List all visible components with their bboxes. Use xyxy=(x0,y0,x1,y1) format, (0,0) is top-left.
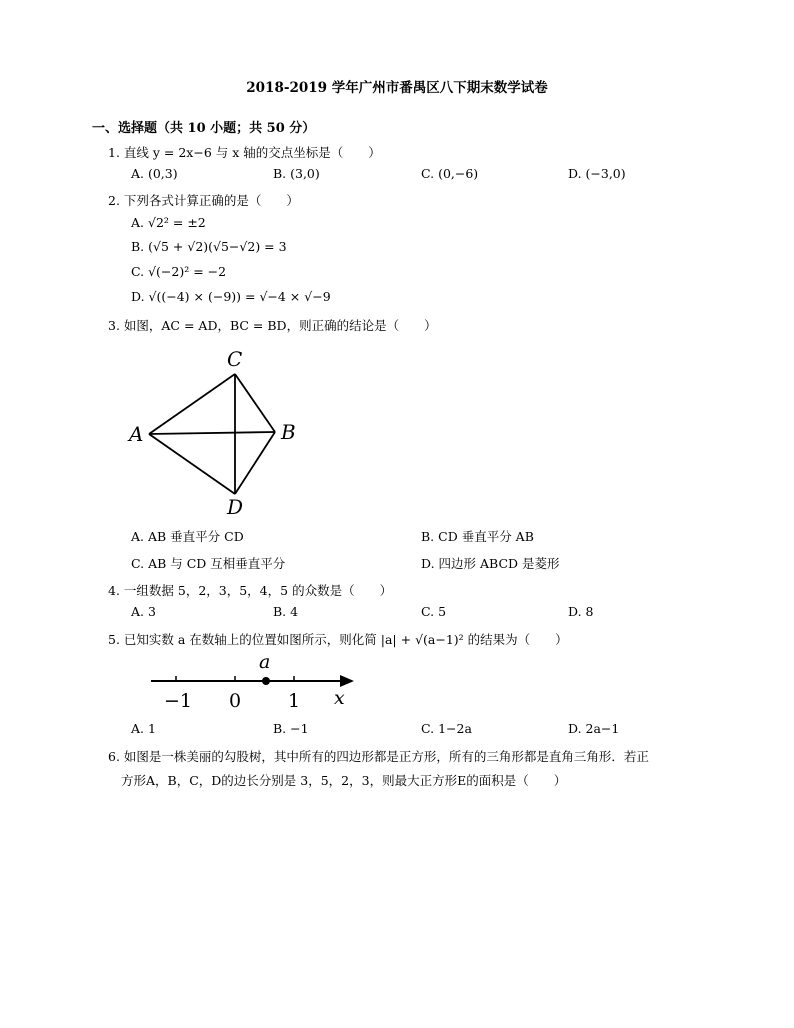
vertex-label-a: A xyxy=(129,422,144,446)
question-5-option-a[interactable]: A. 1 xyxy=(131,721,156,736)
question-4-option-c[interactable]: C. 5 xyxy=(421,604,447,619)
question-2-option-a[interactable]: A. √2² = ±2 xyxy=(131,215,206,230)
question-2-stem: 2. 下列各式计算正确的是（ ） xyxy=(108,193,299,208)
question-4-option-a[interactable]: A. 3 xyxy=(131,604,156,619)
number-line-arrow xyxy=(340,675,354,687)
question-1-option-b[interactable]: B. (3,0) xyxy=(273,166,320,181)
kite-figure xyxy=(125,342,315,517)
question-4-stem: 4. 一组数据 5，2，3，5，4，5 的众数是（ ） xyxy=(108,583,393,598)
question-2-option-c[interactable]: C. √(−2)² = −2 xyxy=(131,264,227,279)
question-3-option-c[interactable]: C. AB 与 CD 互相垂直平分 xyxy=(131,556,286,571)
question-5-option-c[interactable]: C. 1−2a xyxy=(421,721,472,736)
question-5-stem: 5. 已知实数 a 在数轴上的位置如图所示，则化简 |a| + √(a−1)² 的结果为（ ） xyxy=(108,632,568,647)
question-5-option-d[interactable]: D. 2a−1 xyxy=(568,721,620,736)
question-6-stem-line-1: 6. 如图是一株美丽的勾股树，其中所有的四边形都是正方形，所有的三角形都是直角三角形．若正 xyxy=(108,749,649,764)
vertex-label-d: D xyxy=(227,495,244,517)
section-heading: 一、选择题（共 10 小题；共 50 分） xyxy=(92,121,316,136)
tick-label-0: 0 xyxy=(229,690,242,712)
vertex-label-b: B xyxy=(281,420,296,444)
axis-label-x: x xyxy=(334,687,345,709)
tick-label-1: 1 xyxy=(288,690,301,712)
point-a-marker xyxy=(262,677,270,685)
question-3-option-b[interactable]: B. CD 垂直平分 AB xyxy=(421,529,534,544)
question-1-option-c[interactable]: C. (0,−6) xyxy=(421,166,479,181)
tick-label-neg1: −1 xyxy=(164,690,193,712)
question-4-option-d[interactable]: D. 8 xyxy=(568,604,594,619)
question-1-option-a[interactable]: A. (0,3) xyxy=(131,166,178,181)
question-5-option-b[interactable]: B. −1 xyxy=(273,721,309,736)
question-1-stem: 1. 直线 y = 2x−6 与 x 轴的交点坐标是（ ） xyxy=(108,145,381,160)
question-3-option-a[interactable]: A. AB 垂直平分 CD xyxy=(131,529,244,544)
question-3-option-d[interactable]: D. 四边形 ABCD 是菱形 xyxy=(421,556,560,571)
question-6-stem-line-2: 方形A，B，C，D的边长分别是 3，5，2，3，则最大正方形E的面积是（ ） xyxy=(121,773,567,788)
question-2-option-b[interactable]: B. (√5 + √2)(√5−√2) = 3 xyxy=(131,239,287,254)
point-a-label: a xyxy=(259,652,271,673)
question-3-stem: 3. 如图，AC = AD，BC = BD，则正确的结论是（ ） xyxy=(108,318,437,333)
number-line-figure xyxy=(148,652,358,712)
question-2-option-d[interactable]: D. √((−4) × (−9)) = √−4 × √−9 xyxy=(131,289,331,304)
question-4-option-b[interactable]: B. 4 xyxy=(273,604,299,619)
page-title: 2018-2019 学年广州市番禺区八下期末数学试卷 xyxy=(246,80,548,96)
vertex-label-c: C xyxy=(227,347,243,371)
question-1-option-d[interactable]: D. (−3,0) xyxy=(568,166,626,181)
